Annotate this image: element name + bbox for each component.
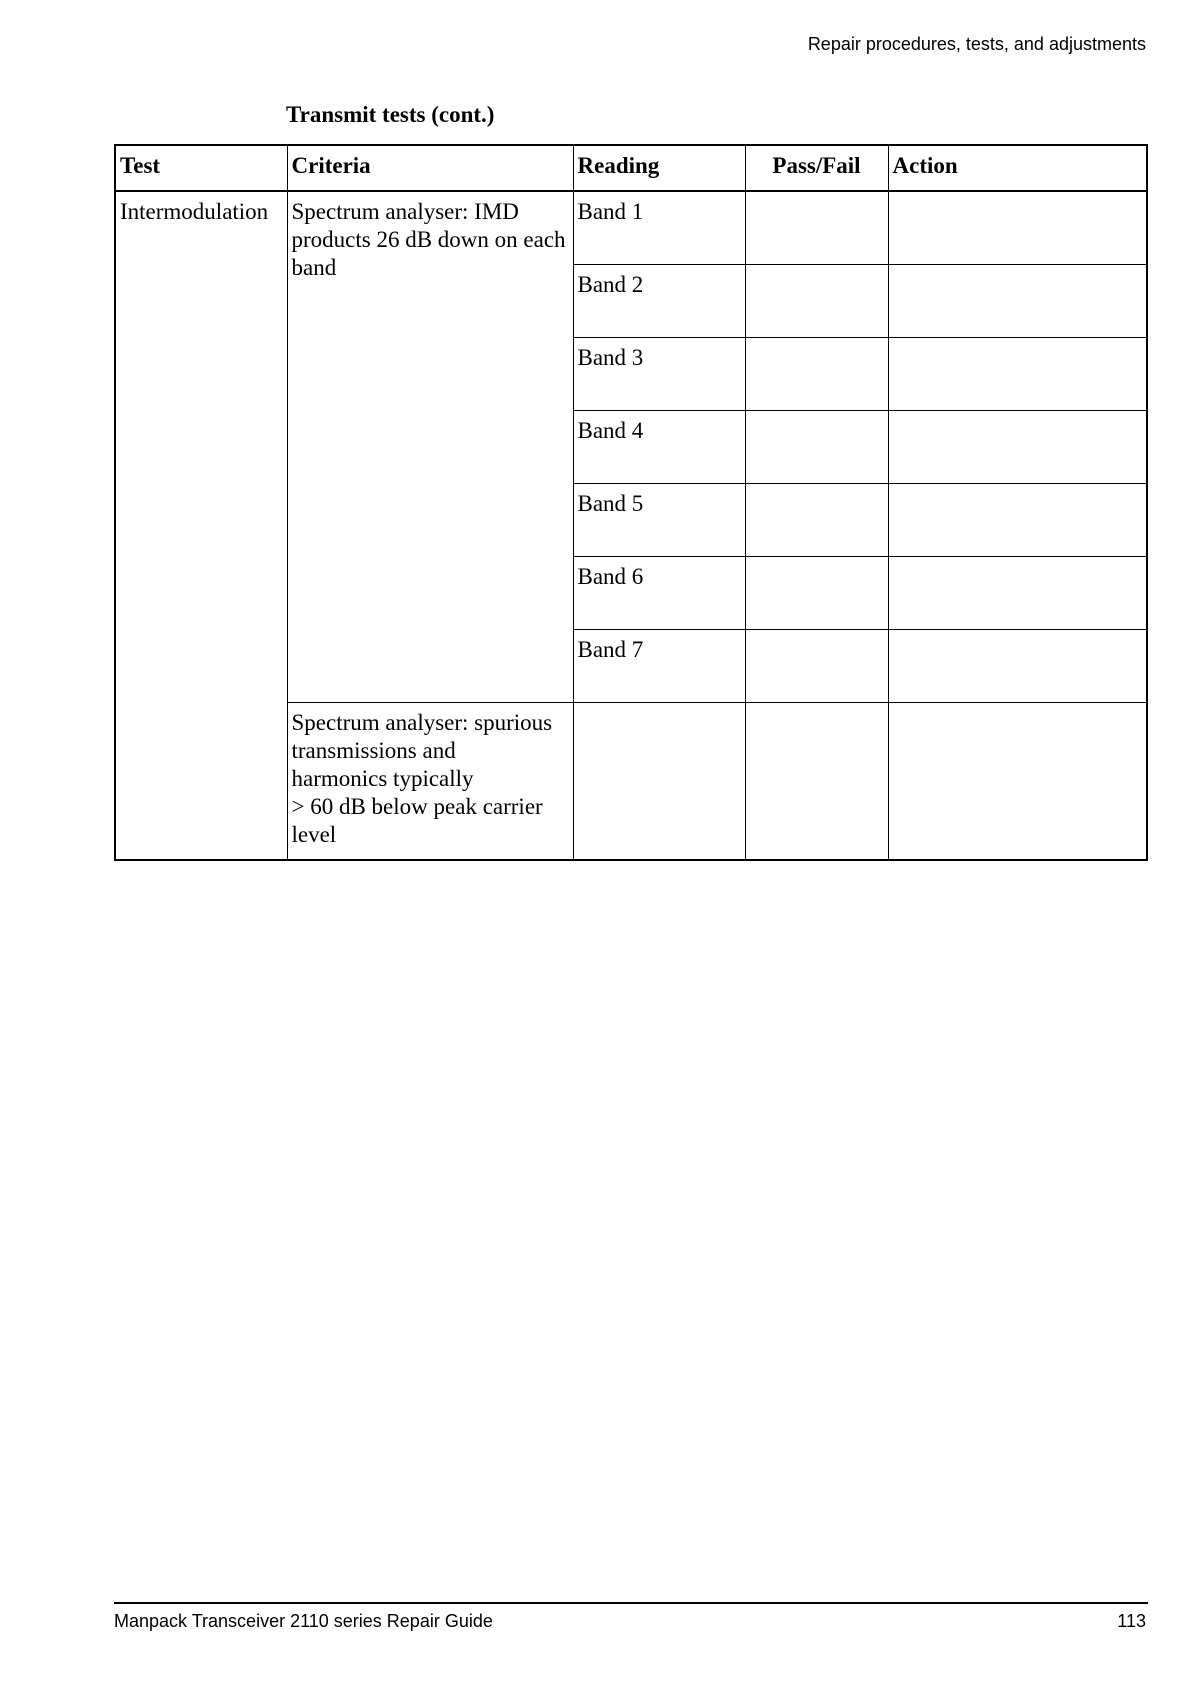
criteria-line: level — [291, 822, 337, 847]
footer-page-number: 113 — [1117, 1611, 1146, 1631]
criteria-line: Spectrum analyser: spurious — [291, 710, 553, 735]
footer-divider — [114, 1602, 1148, 1604]
table-header-row — [115, 145, 1147, 191]
column-header-action: Action — [888, 145, 1147, 191]
action-cell — [888, 265, 1147, 338]
action-cell — [888, 411, 1147, 484]
spurious-criteria-cell — [287, 703, 573, 861]
reading-cell: Band 6 — [573, 557, 745, 630]
column-header-pass-fail: Pass/Fail — [745, 145, 888, 191]
reading-cell: Band 5 — [573, 484, 745, 557]
pass-fail-cell — [745, 630, 888, 703]
footer-document-title: Manpack Transceiver 2110 series Repair Guide — [114, 1611, 493, 1631]
reading-cell: Band 2 — [573, 265, 745, 338]
pass-fail-cell — [745, 191, 888, 265]
imd-criteria-cell: Spectrum analyser: IMD products 26 dB down on each band — [287, 191, 573, 703]
pass-fail-cell — [745, 557, 888, 630]
criteria-line: > 60 dB below peak carrier — [291, 794, 543, 819]
reading-cell: Band 3 — [573, 338, 745, 411]
table-row — [115, 191, 1147, 265]
section-title: Transmit tests (cont.) — [286, 102, 495, 127]
pass-fail-cell — [745, 484, 888, 557]
reading-cell: Band 4 — [573, 411, 745, 484]
action-cell — [888, 703, 1147, 861]
criteria-line: harmonics typically — [291, 766, 474, 791]
action-cell — [888, 630, 1147, 703]
test-name-cell: Intermodulation — [115, 191, 287, 860]
reading-cell: Band 1 — [573, 191, 745, 265]
action-cell — [888, 191, 1147, 265]
reading-cell — [573, 703, 745, 861]
pass-fail-cell — [745, 411, 888, 484]
pass-fail-cell — [745, 703, 888, 861]
action-cell — [888, 338, 1147, 411]
column-header-test: Test — [115, 145, 287, 191]
reading-cell: Band 7 — [573, 630, 745, 703]
criteria-line: transmissions and — [291, 738, 456, 763]
running-header: Repair procedures, tests, and adjustments — [807, 34, 1146, 54]
pass-fail-cell — [745, 338, 888, 411]
transmit-tests-table — [114, 144, 1148, 861]
pass-fail-cell — [745, 265, 888, 338]
column-header-criteria: Criteria — [287, 145, 573, 191]
action-cell — [888, 557, 1147, 630]
column-header-reading: Reading — [573, 145, 745, 191]
action-cell — [888, 484, 1147, 557]
